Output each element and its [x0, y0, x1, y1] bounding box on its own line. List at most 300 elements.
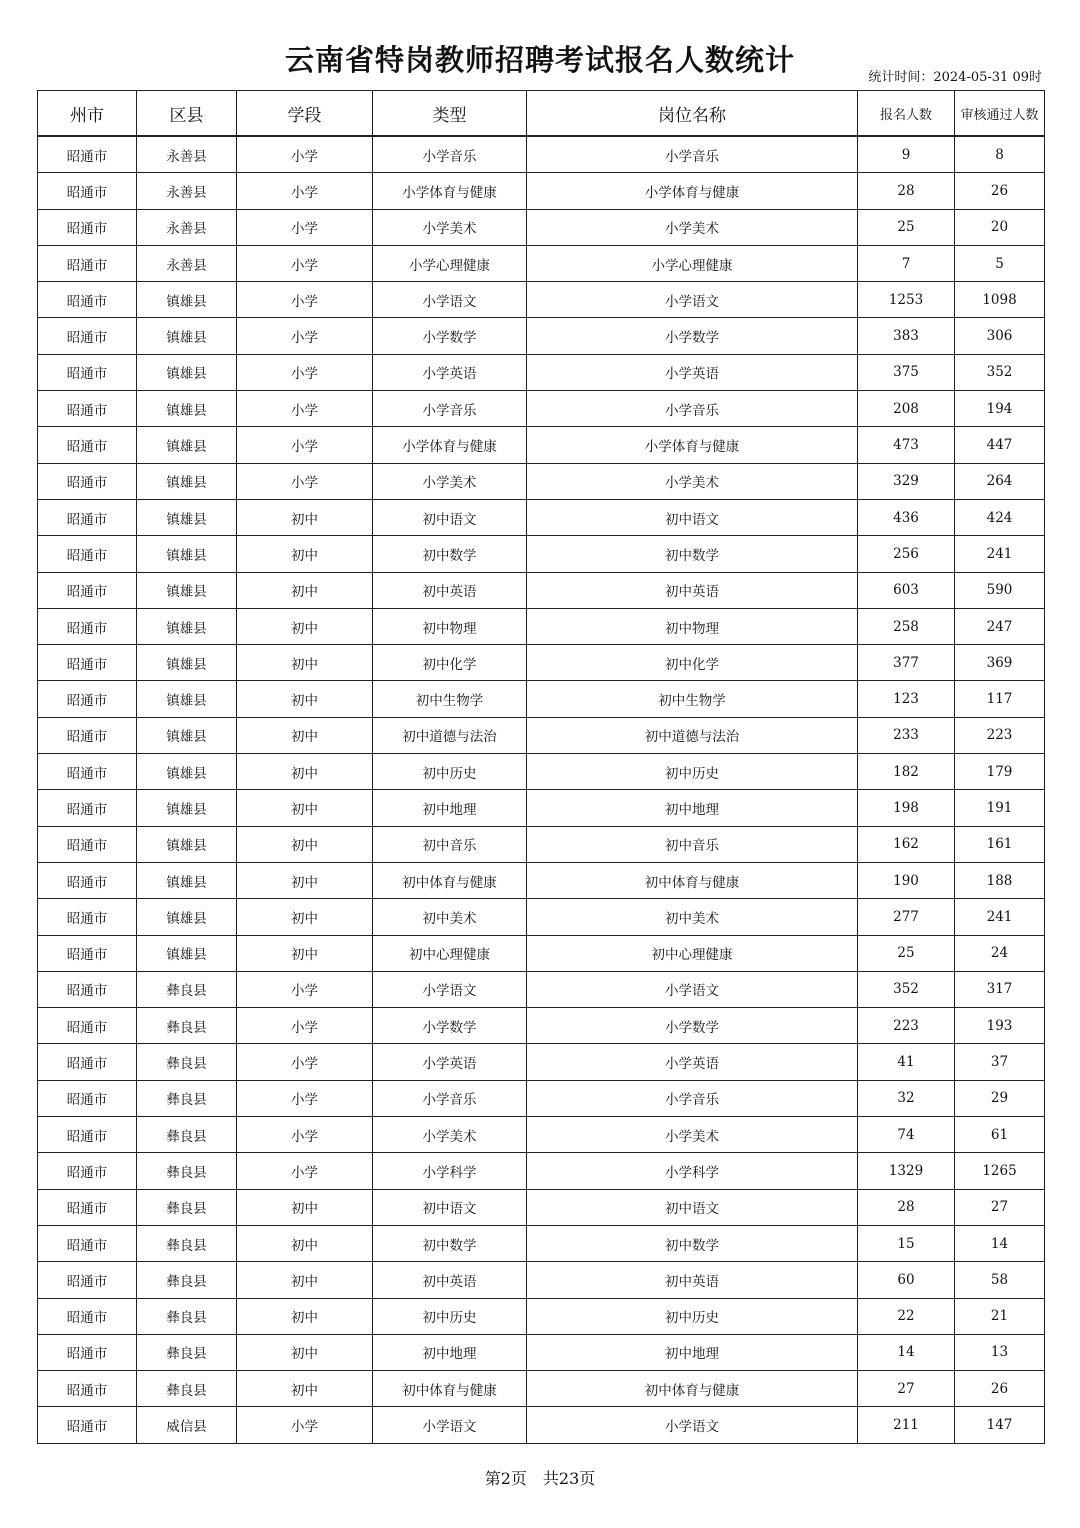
cell-position: 小学音乐 [527, 136, 858, 173]
cell-type: 初中数学 [373, 1225, 527, 1261]
cell-applicants: 198 [858, 790, 955, 826]
cell-approved: 147 [955, 1407, 1045, 1443]
cell-position: 小学音乐 [527, 391, 858, 427]
cell-position: 初中化学 [527, 645, 858, 681]
table-row [38, 318, 1045, 354]
cell-county: 彝良县 [137, 1371, 237, 1407]
cell-position: 初中语文 [527, 499, 858, 535]
table-row [38, 209, 1045, 245]
cell-applicants: 256 [858, 536, 955, 572]
cell-applicants: 1329 [858, 1153, 955, 1189]
cell-county: 镇雄县 [137, 681, 237, 717]
cell-county: 威信县 [137, 1407, 237, 1443]
cell-position: 初中物理 [527, 608, 858, 644]
cell-stage: 小学 [237, 209, 373, 245]
cell-stage: 小学 [237, 427, 373, 463]
cell-applicants: 352 [858, 971, 955, 1007]
cell-approved: 1098 [955, 282, 1045, 318]
cell-approved: 20 [955, 209, 1045, 245]
cell-approved: 14 [955, 1225, 1045, 1261]
table-row [38, 608, 1045, 644]
cell-county: 彝良县 [137, 1044, 237, 1080]
cell-approved: 369 [955, 645, 1045, 681]
cell-prefecture: 昭通市 [38, 935, 137, 971]
cell-approved: 306 [955, 318, 1045, 354]
table-row [38, 1044, 1045, 1080]
cell-applicants: 473 [858, 427, 955, 463]
cell-position: 小学美术 [527, 209, 858, 245]
cell-type: 小学英语 [373, 1044, 527, 1080]
table-row [38, 681, 1045, 717]
cell-applicants: 603 [858, 572, 955, 608]
cell-type: 小学数学 [373, 318, 527, 354]
cell-approved: 241 [955, 536, 1045, 572]
cell-stage: 初中 [237, 826, 373, 862]
cell-applicants: 28 [858, 173, 955, 209]
cell-stage: 小学 [237, 318, 373, 354]
cell-type: 初中数学 [373, 536, 527, 572]
table-body [38, 136, 1045, 1443]
cell-applicants: 1253 [858, 282, 955, 318]
cell-prefecture: 昭通市 [38, 1298, 137, 1334]
cell-stage: 小学 [237, 354, 373, 390]
cell-stage: 小学 [237, 1153, 373, 1189]
col-header-approved: 审核通过人数 [955, 91, 1045, 137]
cell-applicants: 9 [858, 136, 955, 173]
cell-county: 彝良县 [137, 1189, 237, 1225]
cell-county: 永善县 [137, 245, 237, 281]
cell-position: 小学体育与健康 [527, 173, 858, 209]
cell-prefecture: 昭通市 [38, 645, 137, 681]
cell-stage: 小学 [237, 245, 373, 281]
cell-prefecture: 昭通市 [38, 209, 137, 245]
cell-stage: 初中 [237, 681, 373, 717]
page-number: 第2页 共23页 [484, 1469, 596, 1488]
cell-approved: 117 [955, 681, 1045, 717]
cell-type: 初中地理 [373, 1334, 527, 1370]
cell-applicants: 41 [858, 1044, 955, 1080]
cell-stage: 初中 [237, 645, 373, 681]
table-row [38, 427, 1045, 463]
cell-type: 初中语文 [373, 499, 527, 535]
cell-prefecture: 昭通市 [38, 572, 137, 608]
cell-prefecture: 昭通市 [38, 391, 137, 427]
table-row [38, 790, 1045, 826]
cell-applicants: 14 [858, 1334, 955, 1370]
cell-type: 小学体育与健康 [373, 427, 527, 463]
cell-type: 小学语文 [373, 282, 527, 318]
cell-type: 小学语文 [373, 1407, 527, 1443]
cell-position: 小学心理健康 [527, 245, 858, 281]
cell-approved: 223 [955, 717, 1045, 753]
table-row [38, 136, 1045, 173]
cell-prefecture: 昭通市 [38, 136, 137, 173]
cell-stage: 初中 [237, 499, 373, 535]
cell-stage: 小学 [237, 136, 373, 173]
cell-prefecture: 昭通市 [38, 681, 137, 717]
cell-position: 初中道德与法治 [527, 717, 858, 753]
cell-position: 初中英语 [527, 1262, 858, 1298]
cell-approved: 424 [955, 499, 1045, 535]
cell-prefecture: 昭通市 [38, 1008, 137, 1044]
cell-county: 镇雄县 [137, 463, 237, 499]
cell-applicants: 22 [858, 1298, 955, 1334]
cell-prefecture: 昭通市 [38, 1334, 137, 1370]
cell-county: 镇雄县 [137, 790, 237, 826]
cell-prefecture: 昭通市 [38, 826, 137, 862]
cell-type: 初中音乐 [373, 826, 527, 862]
cell-approved: 58 [955, 1262, 1045, 1298]
cell-position: 初中体育与健康 [527, 862, 858, 898]
cell-applicants: 377 [858, 645, 955, 681]
cell-approved: 247 [955, 608, 1045, 644]
cell-approved: 193 [955, 1008, 1045, 1044]
cell-county: 镇雄县 [137, 499, 237, 535]
cell-stage: 小学 [237, 1008, 373, 1044]
cell-type: 初中体育与健康 [373, 1371, 527, 1407]
cell-county: 镇雄县 [137, 536, 237, 572]
cell-applicants: 436 [858, 499, 955, 535]
cell-stage: 初中 [237, 935, 373, 971]
cell-approved: 8 [955, 136, 1045, 173]
cell-approved: 191 [955, 790, 1045, 826]
cell-position: 初中英语 [527, 572, 858, 608]
cell-applicants: 60 [858, 1262, 955, 1298]
cell-county: 镇雄县 [137, 645, 237, 681]
cell-prefecture: 昭通市 [38, 608, 137, 644]
table-row [38, 935, 1045, 971]
cell-approved: 24 [955, 935, 1045, 971]
cell-type: 初中英语 [373, 572, 527, 608]
table-row [38, 499, 1045, 535]
table-row [38, 1225, 1045, 1261]
cell-type: 小学数学 [373, 1008, 527, 1044]
cell-approved: 26 [955, 1371, 1045, 1407]
cell-county: 彝良县 [137, 1080, 237, 1116]
cell-prefecture: 昭通市 [38, 245, 137, 281]
cell-stage: 小学 [237, 971, 373, 1007]
cell-applicants: 233 [858, 717, 955, 753]
cell-prefecture: 昭通市 [38, 1262, 137, 1298]
cell-applicants: 27 [858, 1371, 955, 1407]
cell-approved: 29 [955, 1080, 1045, 1116]
col-header-applicants: 报名人数 [858, 91, 955, 137]
cell-applicants: 223 [858, 1008, 955, 1044]
cell-approved: 161 [955, 826, 1045, 862]
cell-stage: 初中 [237, 1334, 373, 1370]
cell-type: 初中美术 [373, 899, 527, 935]
col-header-prefecture: 州市 [38, 91, 137, 137]
cell-stage: 初中 [237, 608, 373, 644]
cell-position: 初中地理 [527, 790, 858, 826]
table-row [38, 754, 1045, 790]
cell-position: 初中美术 [527, 899, 858, 935]
cell-type: 初中英语 [373, 1262, 527, 1298]
cell-position: 初中生物学 [527, 681, 858, 717]
cell-position: 初中数学 [527, 536, 858, 572]
table-row [38, 1371, 1045, 1407]
cell-type: 初中物理 [373, 608, 527, 644]
cell-stage: 初中 [237, 572, 373, 608]
cell-county: 镇雄县 [137, 318, 237, 354]
col-header-stage: 学段 [237, 91, 373, 137]
cell-county: 镇雄县 [137, 899, 237, 935]
cell-prefecture: 昭通市 [38, 971, 137, 1007]
cell-county: 彝良县 [137, 971, 237, 1007]
table-header-row [38, 91, 1045, 137]
cell-approved: 1265 [955, 1153, 1045, 1189]
cell-stage: 小学 [237, 282, 373, 318]
table-row [38, 645, 1045, 681]
cell-county: 镇雄县 [137, 826, 237, 862]
cell-position: 小学英语 [527, 1044, 858, 1080]
cell-approved: 241 [955, 899, 1045, 935]
cell-prefecture: 昭通市 [38, 427, 137, 463]
cell-approved: 13 [955, 1334, 1045, 1370]
cell-type: 初中心理健康 [373, 935, 527, 971]
cell-type: 小学英语 [373, 354, 527, 390]
cell-stage: 初中 [237, 1298, 373, 1334]
cell-type: 小学美术 [373, 209, 527, 245]
cell-stage: 初中 [237, 754, 373, 790]
cell-type: 初中化学 [373, 645, 527, 681]
cell-applicants: 25 [858, 209, 955, 245]
table-row [38, 826, 1045, 862]
cell-county: 永善县 [137, 136, 237, 173]
cell-applicants: 258 [858, 608, 955, 644]
cell-approved: 61 [955, 1117, 1045, 1153]
cell-stage: 初中 [237, 1262, 373, 1298]
cell-applicants: 208 [858, 391, 955, 427]
cell-approved: 352 [955, 354, 1045, 390]
cell-stage: 初中 [237, 1225, 373, 1261]
cell-approved: 188 [955, 862, 1045, 898]
cell-position: 小学美术 [527, 1117, 858, 1153]
page-title: 云南省特岗教师招聘考试报名人数统计 [284, 43, 795, 77]
cell-position: 小学语文 [527, 1407, 858, 1443]
cell-position: 初中地理 [527, 1334, 858, 1370]
cell-county: 永善县 [137, 209, 237, 245]
table-row [38, 1008, 1045, 1044]
cell-county: 镇雄县 [137, 608, 237, 644]
cell-applicants: 15 [858, 1225, 955, 1261]
cell-type: 小学美术 [373, 1117, 527, 1153]
cell-type: 初中历史 [373, 754, 527, 790]
cell-applicants: 277 [858, 899, 955, 935]
table-row [38, 463, 1045, 499]
cell-county: 镇雄县 [137, 427, 237, 463]
cell-applicants: 162 [858, 826, 955, 862]
cell-applicants: 7 [858, 245, 955, 281]
cell-stage: 小学 [237, 391, 373, 427]
cell-county: 镇雄县 [137, 354, 237, 390]
cell-prefecture: 昭通市 [38, 354, 137, 390]
cell-prefecture: 昭通市 [38, 1225, 137, 1261]
cell-approved: 194 [955, 391, 1045, 427]
cell-county: 镇雄县 [137, 862, 237, 898]
table-row [38, 1262, 1045, 1298]
cell-county: 彝良县 [137, 1298, 237, 1334]
cell-stage: 小学 [237, 1407, 373, 1443]
cell-prefecture: 昭通市 [38, 173, 137, 209]
cell-position: 初中音乐 [527, 826, 858, 862]
cell-applicants: 182 [858, 754, 955, 790]
cell-county: 镇雄县 [137, 391, 237, 427]
table-row [38, 1080, 1045, 1116]
cell-county: 彝良县 [137, 1117, 237, 1153]
cell-prefecture: 昭通市 [38, 717, 137, 753]
cell-position: 小学美术 [527, 463, 858, 499]
col-header-position: 岗位名称 [527, 91, 858, 137]
cell-county: 镇雄县 [137, 572, 237, 608]
registration-table [37, 90, 1045, 1444]
table-row [38, 391, 1045, 427]
cell-type: 小学音乐 [373, 136, 527, 173]
cell-county: 永善县 [137, 173, 237, 209]
cell-prefecture: 昭通市 [38, 1371, 137, 1407]
cell-prefecture: 昭通市 [38, 536, 137, 572]
cell-position: 初中语文 [527, 1189, 858, 1225]
cell-approved: 5 [955, 245, 1045, 281]
cell-position: 初中数学 [527, 1225, 858, 1261]
table-row [38, 717, 1045, 753]
cell-county: 镇雄县 [137, 935, 237, 971]
cell-position: 小学数学 [527, 1008, 858, 1044]
cell-applicants: 25 [858, 935, 955, 971]
cell-type: 初中生物学 [373, 681, 527, 717]
table-row [38, 536, 1045, 572]
cell-position: 小学音乐 [527, 1080, 858, 1116]
table-row [38, 971, 1045, 1007]
cell-county: 彝良县 [137, 1008, 237, 1044]
cell-applicants: 74 [858, 1117, 955, 1153]
table-row [38, 899, 1045, 935]
cell-approved: 264 [955, 463, 1045, 499]
table-row [38, 282, 1045, 318]
stat-timestamp: 统计时间：2024-05-31 09时 [868, 70, 1042, 85]
cell-type: 小学音乐 [373, 391, 527, 427]
cell-applicants: 123 [858, 681, 955, 717]
cell-approved: 179 [955, 754, 1045, 790]
cell-prefecture: 昭通市 [38, 790, 137, 826]
cell-applicants: 32 [858, 1080, 955, 1116]
cell-position: 初中历史 [527, 1298, 858, 1334]
cell-approved: 37 [955, 1044, 1045, 1080]
cell-applicants: 329 [858, 463, 955, 499]
cell-prefecture: 昭通市 [38, 1117, 137, 1153]
table-row [38, 1153, 1045, 1189]
cell-county: 镇雄县 [137, 282, 237, 318]
cell-position: 小学语文 [527, 282, 858, 318]
table-row [38, 245, 1045, 281]
cell-position: 小学科学 [527, 1153, 858, 1189]
cell-prefecture: 昭通市 [38, 463, 137, 499]
table-row [38, 1189, 1045, 1225]
cell-position: 小学体育与健康 [527, 427, 858, 463]
cell-applicants: 211 [858, 1407, 955, 1443]
cell-position: 初中心理健康 [527, 935, 858, 971]
cell-applicants: 190 [858, 862, 955, 898]
cell-county: 彝良县 [137, 1153, 237, 1189]
cell-stage: 初中 [237, 1189, 373, 1225]
cell-prefecture: 昭通市 [38, 1189, 137, 1225]
cell-applicants: 383 [858, 318, 955, 354]
cell-stage: 小学 [237, 1080, 373, 1116]
cell-county: 彝良县 [137, 1225, 237, 1261]
cell-type: 小学体育与健康 [373, 173, 527, 209]
cell-stage: 初中 [237, 862, 373, 898]
cell-type: 初中地理 [373, 790, 527, 826]
cell-position: 小学英语 [527, 354, 858, 390]
cell-prefecture: 昭通市 [38, 1044, 137, 1080]
cell-prefecture: 昭通市 [38, 1080, 137, 1116]
cell-stage: 初中 [237, 717, 373, 753]
table-row [38, 1117, 1045, 1153]
cell-type: 初中体育与健康 [373, 862, 527, 898]
cell-type: 小学语文 [373, 971, 527, 1007]
col-header-county: 区县 [137, 91, 237, 137]
cell-type: 小学心理健康 [373, 245, 527, 281]
cell-approved: 27 [955, 1189, 1045, 1225]
table-row [38, 1334, 1045, 1370]
table-row [38, 1298, 1045, 1334]
cell-county: 镇雄县 [137, 717, 237, 753]
cell-prefecture: 昭通市 [38, 282, 137, 318]
cell-prefecture: 昭通市 [38, 899, 137, 935]
cell-position: 小学语文 [527, 971, 858, 1007]
cell-type: 小学科学 [373, 1153, 527, 1189]
cell-applicants: 28 [858, 1189, 955, 1225]
cell-applicants: 375 [858, 354, 955, 390]
cell-prefecture: 昭通市 [38, 499, 137, 535]
cell-county: 彝良县 [137, 1262, 237, 1298]
cell-stage: 初中 [237, 790, 373, 826]
cell-type: 初中历史 [373, 1298, 527, 1334]
cell-prefecture: 昭通市 [38, 318, 137, 354]
cell-approved: 26 [955, 173, 1045, 209]
cell-stage: 初中 [237, 536, 373, 572]
cell-county: 镇雄县 [137, 754, 237, 790]
cell-approved: 317 [955, 971, 1045, 1007]
cell-prefecture: 昭通市 [38, 1407, 137, 1443]
table-row [38, 354, 1045, 390]
cell-position: 初中历史 [527, 754, 858, 790]
table-row [38, 572, 1045, 608]
cell-stage: 小学 [237, 1117, 373, 1153]
cell-type: 小学音乐 [373, 1080, 527, 1116]
cell-prefecture: 昭通市 [38, 862, 137, 898]
cell-stage: 小学 [237, 463, 373, 499]
cell-approved: 447 [955, 427, 1045, 463]
cell-type: 小学美术 [373, 463, 527, 499]
table-row [38, 173, 1045, 209]
cell-stage: 初中 [237, 899, 373, 935]
cell-county: 彝良县 [137, 1334, 237, 1370]
cell-position: 小学数学 [527, 318, 858, 354]
table-row [38, 1407, 1045, 1443]
table-row [38, 862, 1045, 898]
cell-stage: 小学 [237, 173, 373, 209]
cell-prefecture: 昭通市 [38, 1153, 137, 1189]
cell-approved: 590 [955, 572, 1045, 608]
cell-stage: 初中 [237, 1371, 373, 1407]
cell-type: 初中道德与法治 [373, 717, 527, 753]
cell-approved: 21 [955, 1298, 1045, 1334]
cell-stage: 小学 [237, 1044, 373, 1080]
col-header-type: 类型 [373, 91, 527, 137]
cell-type: 初中语文 [373, 1189, 527, 1225]
cell-prefecture: 昭通市 [38, 754, 137, 790]
